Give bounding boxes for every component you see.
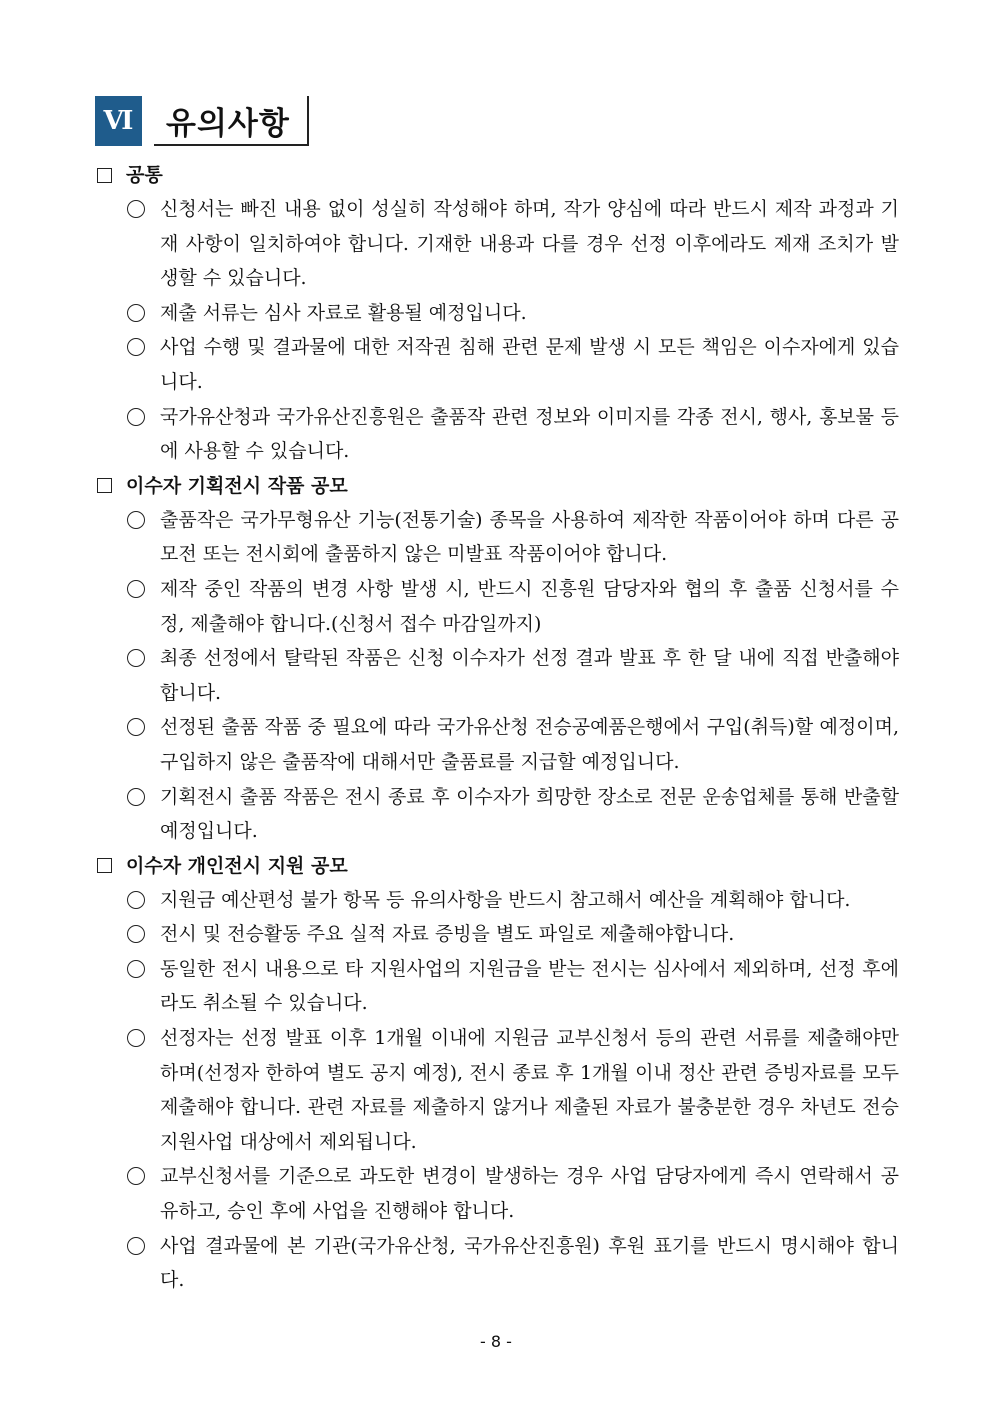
section-title-box [154,96,309,146]
list-item: 사업 수행 및 결과물에 대한 저작권 침해 관련 문제 발생 시 모든 책임은 이수자에게 있습니다. [95,330,905,399]
circle-bullet-icon [127,1237,145,1255]
list-item: 제작 중인 작품의 변경 사항 발생 시, 반드시 진흥원 담당자와 협의 후 출품 신청서를 수정, 제출해야 합니다.(신청서 접수 마감일까지) [95,572,905,641]
circle-bullet-icon [127,338,145,356]
circle-bullet-icon [127,1167,145,1185]
list-item: 지원금 예산편성 불가 항목 등 유의사항을 반드시 참고해서 예산을 계획해야 합니다. [95,883,905,918]
circle-bullet-icon [127,788,145,806]
page-number: - 8 - [480,1332,512,1351]
circle-bullet-icon [127,408,145,426]
list-item: 기획전시 출품 작품은 전시 종료 후 이수자가 희망한 장소로 전문 운송업체를 통해 반출할 예정입니다. [95,780,905,849]
section-header [95,96,325,146]
circle-bullet-icon [127,925,145,943]
subsection-heading-common: 공통 [95,158,905,192]
list-item: 선정자는 선정 발표 이후 1개월 이내에 지원금 교부신청서 등의 관련 서류를 제출해야만 하며(선정자 한하여 별도 공지 예정), 전시 종료 후 1개월 이내 정산 관련 증빙자료를 모두 제출해야 합니다. 관련 자료를 제출하지 않거나 제출된 자료가 불충분한 경우 차년도 전승 지원사업 대상에서 제외됩니다. [95,1021,905,1159]
square-bullet-icon [97,858,112,873]
list-item: 교부신청서를 기준으로 과도한 변경이 발생하는 경우 사업 담당자에게 즉시 연락해서 공유하고, 승인 후에 사업을 진행해야 합니다. [95,1159,905,1228]
circle-bullet-icon [127,580,145,598]
list-item: 제출 서류는 심사 자료로 활용될 예정입니다. [95,296,905,331]
section-title: 유의사항 [166,106,290,142]
circle-bullet-icon [127,304,145,322]
list-item: 사업 결과물에 본 기관(국가유산청, 국가유산진흥원) 후원 표기를 반드시 명시해야 합니다. [95,1229,905,1298]
list-item: 신청서는 빠진 내용 없이 성실히 작성해야 하며, 작가 양심에 따라 반드시 제작 과정과 기재 사항이 일치하여야 합니다. 기재한 내용과 다를 경우 선정 이후에라도 제재 조치가 발생할 수 있습니다. [95,192,905,296]
circle-bullet-icon [127,649,145,667]
circle-bullet-icon [127,891,145,909]
list-item: 국가유산청과 국가유산진흥원은 출품작 관련 정보와 이미지를 각종 전시, 행사, 홍보물 등에 사용할 수 있습니다. [95,400,905,469]
circle-bullet-icon [127,200,145,218]
list-item: 선정된 출품 작품 중 필요에 따라 국가유산청 전승공예품은행에서 구입(취득)할 예정이며, 구입하지 않은 출품작에 대해서만 출품료를 지급할 예정입니다. [95,710,905,779]
list-item: 출품작은 국가무형유산 기능(전통기술) 종목을 사용하여 제작한 작품이어야 하며 다른 공모전 또는 전시회에 출품하지 않은 미발표 작품이어야 합니다. [95,503,905,572]
circle-bullet-icon [127,718,145,736]
section-number-badge: Ⅵ [95,96,142,146]
circle-bullet-icon [127,511,145,529]
subsection-heading-solo-exhibition: 이수자 개인전시 지원 공모 [95,849,905,883]
square-bullet-icon [97,478,112,493]
square-bullet-icon [97,168,112,183]
notice-content [95,158,905,1298]
list-item: 전시 및 전승활동 주요 실적 자료 증빙을 별도 파일로 제출해야합니다. [95,917,905,952]
circle-bullet-icon [127,960,145,978]
circle-bullet-icon [127,1029,145,1047]
subsection-heading-planned-exhibition: 이수자 기획전시 작품 공모 [95,469,905,503]
list-item: 동일한 전시 내용으로 타 지원사업의 지원금을 받는 전시는 심사에서 제외하며, 선정 후에라도 취소될 수 있습니다. [95,952,905,1021]
list-item: 최종 선정에서 탈락된 작품은 신청 이수자가 선정 결과 발표 후 한 달 내에 직접 반출해야 합니다. [95,641,905,710]
